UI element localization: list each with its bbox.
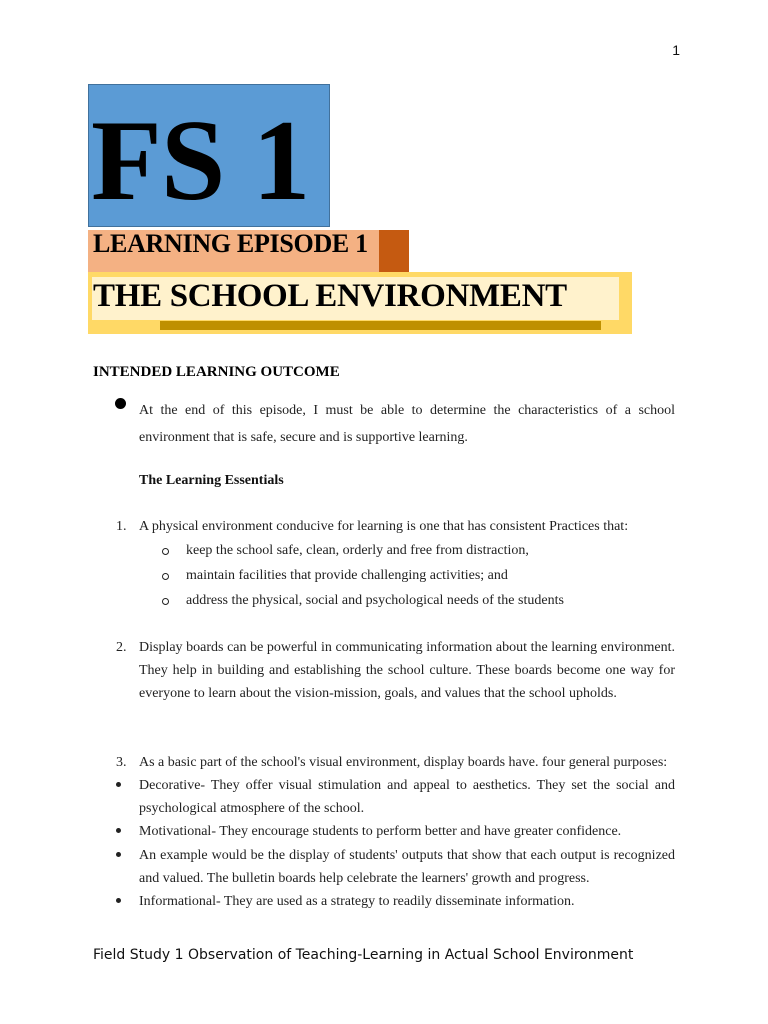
sub-item: maintain facilities that provide challenging activities; and — [186, 568, 508, 583]
environment-title: THE SCHOOL ENVIRONMENT — [93, 278, 567, 314]
fs-title: FS 1 — [91, 97, 310, 225]
item-text: As a basic part of the school's visual environment, display boards have. four general purposes: — [139, 755, 668, 770]
essentials-heading: The Learning Essentials — [139, 473, 284, 488]
item-text: A physical environment conducive for learning is one that has consistent Practices that: — [139, 519, 629, 534]
item-number: 3. — [116, 755, 127, 770]
bullet-dot — [116, 852, 121, 857]
bullet-dot — [116, 782, 121, 787]
page-number: 1 — [672, 42, 680, 58]
outcome-heading: INTENDED LEARNING OUTCOME — [93, 364, 340, 380]
sub-bullet — [162, 573, 169, 580]
bullet-dot — [116, 898, 121, 903]
bullet-text: Informational- They are used as a strategy to readily disseminate information. — [139, 894, 575, 909]
bullet-text: Motivational- They encourage students to perform better and have greater confidence. — [139, 824, 622, 839]
bullet-dot — [116, 828, 121, 833]
outcome-bullet — [115, 398, 126, 409]
outcome-text: At the end of this episode, I must be able to determine the characteristics of a school environment that is safe, secure and is supportive learning. — [139, 403, 675, 445]
page-footer: Field Study 1 Observation of Teaching-Learning in Actual School Environment — [93, 947, 634, 963]
item-text: Display boards can be powerful in communicating information about the learning environment. They help in building and establishing the school culture. These boards become one way for everyone to learn about the vision-mission, goals, and values that the school upholds. — [139, 640, 675, 701]
bullet-text: Decorative- They offer visual stimulation and appeal to aesthetics. They set the social and psychological atmosphere of the school. — [139, 778, 675, 816]
environment-underline — [160, 321, 601, 330]
item-number: 1. — [116, 519, 127, 534]
bullet-text: An example would be the display of students' outputs that show that each output is recognized and valued. The bulletin boards help celebrate the learners' growth and progress. — [139, 848, 675, 886]
sub-bullet — [162, 548, 169, 555]
sub-bullet — [162, 598, 169, 605]
episode-accent — [379, 230, 409, 273]
sub-item: address the physical, social and psychological needs of the students — [186, 593, 564, 608]
item-number: 2. — [116, 640, 127, 655]
episode-title: LEARNING EPISODE 1 — [93, 229, 368, 258]
sub-item: keep the school safe, clean, orderly and free from distraction, — [186, 543, 529, 558]
